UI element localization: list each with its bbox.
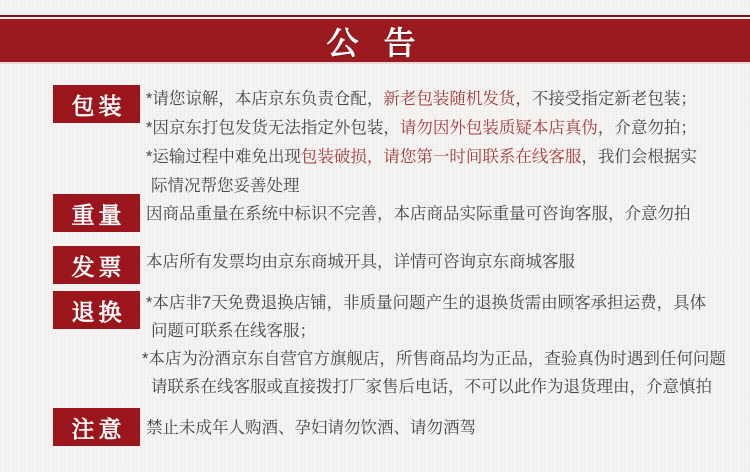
text-line: [146, 248, 746, 277]
text-segment: *因京东打包发货无法指定外包装，: [146, 119, 400, 137]
section-text-returns: [142, 289, 746, 401]
text-segment: 问题可联系在线客服；: [151, 322, 316, 340]
page-title: 公 告: [326, 24, 424, 61]
section-label-returns: 退换: [53, 291, 140, 329]
text-segment-highlight: 新老包装随机发货: [383, 90, 516, 108]
text-segment: 因商品重量在系统中标识不完善，本店商品实际重量可咨询客服，介意勿拍: [146, 205, 691, 223]
text-line: [146, 289, 746, 317]
text-line: [146, 114, 746, 143]
text-segment: *本店非7天免费退换店铺，非质量问题产生的退换货需由顾客承担运费，具体: [146, 294, 707, 312]
text-segment: *请您谅解，本店京东负责仓配，: [146, 90, 384, 108]
text-line: [151, 317, 746, 345]
text-line: [146, 200, 746, 229]
text-segment: ，介意勿拍；: [597, 119, 697, 137]
text-line: [151, 172, 746, 201]
text-segment: ，不接受指定新老包装；: [515, 90, 697, 108]
text-segment: 际情况帮您妥善处理: [151, 177, 300, 195]
text-segment-highlight: 请勿因外包装质疑本店真伪: [399, 119, 598, 137]
text-line: [146, 414, 746, 443]
section-label-notice: 注意: [53, 408, 140, 446]
text-line: [146, 85, 746, 114]
text-line: [146, 143, 746, 172]
text-segment: 本店所有发票均由京东商城开具，详情可咨询京东商城客服: [146, 253, 575, 271]
text-line: [142, 345, 746, 373]
text-segment: ，我们会根据实: [581, 148, 697, 166]
section-label-packaging: 包装: [53, 85, 140, 123]
section-text-invoice: [146, 248, 746, 277]
announcement-banner: [0, 19, 750, 64]
section-label-weight: 重量: [53, 194, 140, 232]
text-segment: *运输过程中难免出现: [146, 148, 301, 166]
text-segment: *本店为汾酒京东自营官方旗舰店，所售商品均为正品，查验真伪时遇到任何问题: [142, 350, 726, 368]
section-text-weight: [146, 200, 746, 229]
text-segment: 禁止未成年人购酒、孕妇请勿饮酒、请勿酒驾: [146, 419, 476, 437]
section-label-invoice: 发票: [53, 246, 140, 284]
text-line: [151, 373, 746, 401]
text-segment: 请联系在线客服或直接拨打厂家售后电话，不可以此作为退货理由，介意慎拍: [151, 378, 712, 396]
text-segment-highlight: 包装破损，请您第一时间联系在线客服: [300, 148, 582, 166]
section-text-packaging: [146, 85, 746, 201]
section-text-notice: [146, 414, 746, 443]
